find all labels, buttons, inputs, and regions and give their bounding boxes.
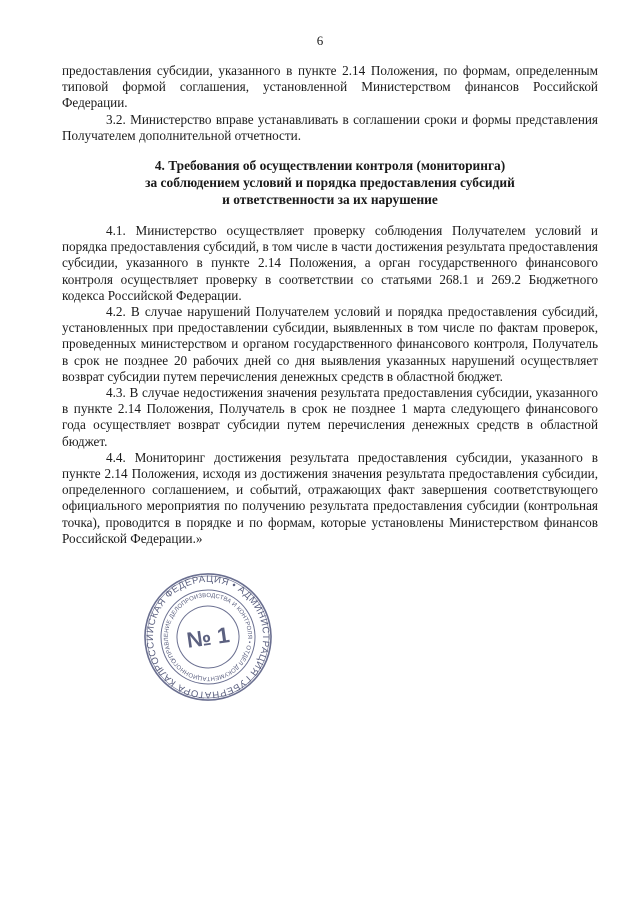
intro-block [62,63,598,144]
paragraph-4-1: 4.1. Министерство осуществляет проверку соблюдения Получателем условий и порядка предоставления субсидий, в том числе в части достижения результата предоставления субсидии, указанного в пункте 2.14 Положения, а орган государственного финансового контроля осуществляет проверку в соответствии со статьями 268.1 и 269.2 Бюджетного кодекса Российской Федерации. [62,223,598,303]
stamp-inner-text: УПРАВЛЕНИЕ ДЕЛОПРОИЗВОДСТВА И КОНТРОЛЯ • ОТДЕЛ ДОКУМЕНТАЦИОННОГО [163,592,253,682]
stamp-number: № 1 [185,622,232,653]
official-stamp [143,572,273,702]
paragraph-4-3: 4.3. В случае недостижения значения результата предоставления субсидии, указанного в пункте 2.14 Положения, Получатель в срок не позднее 1 марта следующего финансового года осуществляет возврат субсидии путем перечисления денежных средств в областной бюджет. [62,385,598,449]
page-number: 6 [316,33,324,48]
section-4-heading-line-1: 4. Требования об осуществлении контроля (мониторинга) [154,158,506,173]
section-4-heading-line-3: и ответственности за их нарушение [222,192,438,207]
section-4-heading [62,157,598,208]
intro-paragraph-3-2: 3.2. Министерство вправе устанавливать в соглашении сроки и формы представления Получателем дополнительной отчетности. [62,111,598,143]
intro-paragraph-1: предоставления субсидии, указанного в пункте 2.14 Положения, по формам, определенным типовой формой соглашения, установленной Министерством финансов Российской Федерации. [62,63,598,111]
section-4-body [62,223,598,547]
section-4-heading-line-2: за соблюдением условий и порядка предоставления субсидий [145,175,515,190]
paragraph-4-4: 4.4. Мониторинг достижения результата предоставления субсидии, указанного в пункте 2.14 Положения, исходя из достижения значения результата предоставления субсидии, определенного соглашением, и событий, отражающих факт завершения соответствующего официального мероприятия по получению результата предоставления субсидии (контрольная точка), проводится в порядке и по формам, которые установлены Министерством финансов Российской Федерации.» [62,449,598,546]
stamp-outer-text: РОССИЙСКАЯ ФЕДЕРАЦИЯ • АДМИНИСТРАЦИЯ ГУБЕРНАТОРА КАЛУЖСКОЙ [144,573,272,701]
paragraph-4-2: 4.2. В случае нарушений Получателем условий и порядка предоставления субсидий, установленных при предоставлении субсидии, выявленных в том числе по фактам проверок, проведенных министерством и органом государственного финансового контроля, Получатель в срок не позднее 20 рабочих дней со дня выявления указанных нарушений осуществляет возврат субсидии путем перечисления денежных средств в областной бюджет. [62,304,598,384]
